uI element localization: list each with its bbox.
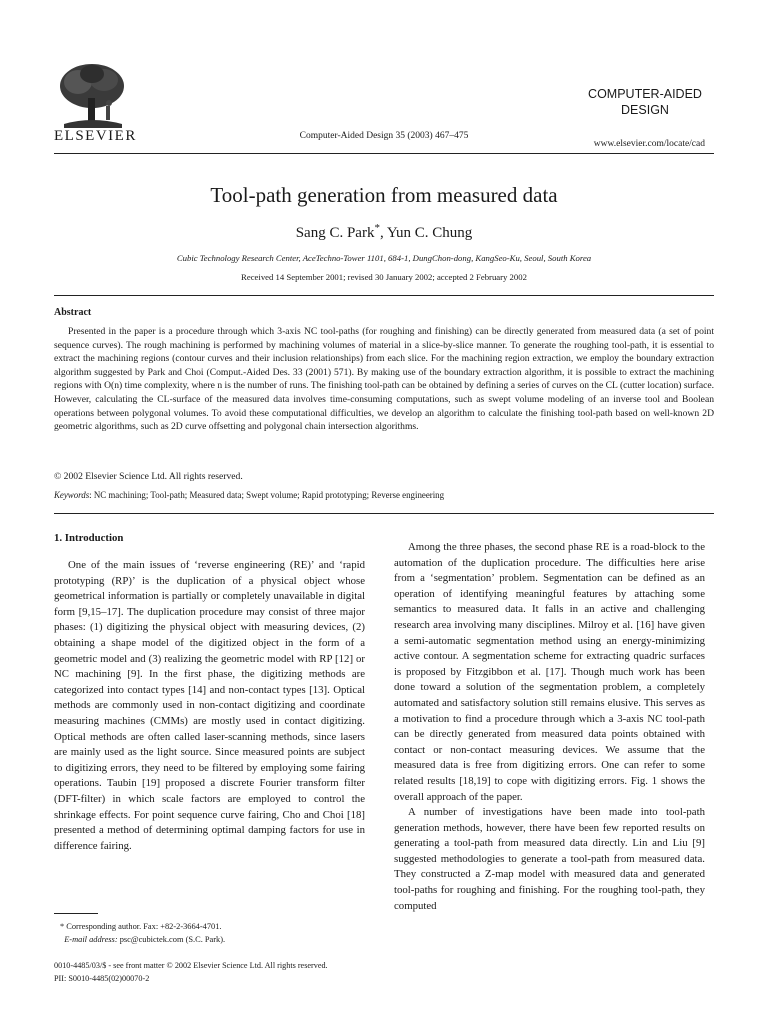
right-paragraph-2: A number of investigations have been made into tool-path generation methods, however, there have been few reported results on generating a tool-path from measured data directly. Lin and Liu [9] suggested methodologies to generate a tool-path from measured data. They constructed a Z-map model with measured data and generated tool-paths for roughing and finishing. For the roughing tool-path, they computed <box>394 806 705 912</box>
header-divider <box>54 153 714 154</box>
corresponding-mark: * <box>374 222 380 234</box>
keywords-list: : NC machining; Tool-path; Measured data; Swept volume; Rapid prototyping; Reverse engineering <box>89 490 445 500</box>
footnote-email <box>60 933 225 946</box>
footnote-divider <box>54 913 98 914</box>
journal-reference: Computer-Aided Design 35 (2003) 467–475 <box>299 131 469 141</box>
front-matter-pii: PII: S0010-4485(02)00070-2 <box>54 973 150 983</box>
abstract-copyright: © 2002 Elsevier Science Ltd. All rights reserved. <box>54 471 243 482</box>
journal-name <box>585 86 705 118</box>
journal-name-line1: COMPUTER-AIDED <box>588 87 702 101</box>
publisher-name: ELSEVIER <box>54 128 137 144</box>
abstract-paragraph: Presented in the paper is a procedure through which 3-axis NC tool-paths (for roughing and finishing) can be directly generated from measured data (a set of point sequence curves). The rough machining is performed by machining volumes of material in a slice-by-slice manner. To generate the roughing tool-path, it is essential to extract the machining regions (contour curves and their inclusion relationships) from each slice. For the machining region extraction, we employ the boundary extraction algorithm suggested by Park and Choi (Comput.-Aided Des. 33 (2001) 571). By making use of the boundary extraction algorithm, it is possible to extract the machining regions with O(n) time complexity, where n is the number of runs. The finishing tool-path can be obtained by defining a series of curves on the CL (cutter location) surface. However, calculating the CL-surface of the measured data involves time-consuming computations, such as swept volume modeling of an inverse tool and Boolean operations between polygonal volumes. To avoid these computational difficulties, we develop an algorithm to calculate the finishing tool-path based on well-known 2D geometric algorithms, such as 2D curve offsetting and polygonal chain intersection algorithms. <box>54 326 714 433</box>
affiliation: Cubic Technology Research Center, AceTechno-Tower 1101, 684-1, DungChon-dong, KangSeo-Ku, Seoul, South Korea <box>176 253 592 263</box>
keywords-divider <box>54 513 714 514</box>
author-2: , Yun C. Chung <box>379 225 473 241</box>
author-1: Sang C. Park <box>295 225 375 241</box>
section-heading: 1. Introduction <box>54 532 124 544</box>
front-matter <box>54 960 328 985</box>
abstract-body <box>54 325 714 434</box>
footnote-corresponding: * Corresponding author. Fax: +82-2-3664-4701. <box>60 922 222 931</box>
keywords <box>54 490 444 500</box>
left-column <box>54 558 365 854</box>
email-value[interactable]: psc@cubictek.com (S.C. Park). <box>117 935 226 944</box>
authors <box>0 222 768 242</box>
journal-name-line2: DESIGN <box>621 103 669 117</box>
abstract-heading: Abstract <box>54 307 92 318</box>
email-label: E-mail address: <box>64 935 118 944</box>
footnote <box>60 920 225 946</box>
keywords-label: Keywords <box>54 490 90 500</box>
front-matter-line1: 0010-4485/03/$ - see front matter © 2002 Elsevier Science Ltd. All rights reserved. <box>54 961 328 970</box>
article-title: Tool-path generation from measured data <box>210 183 558 207</box>
abstract-divider <box>54 295 714 296</box>
journal-url-link[interactable]: www.elsevier.com/locate/cad <box>593 139 705 149</box>
left-paragraph: One of the main issues of ‘reverse engineering (RE)’ and ‘rapid prototyping (RP)’ is the duplication of a physical object whose geometrical information is partially or completely unavailable in digital form [9,15–17]. The duplication procedure may consist of three major phases: (1) digitizing the physical object with measuring devices, (2) obtaining a shape model of the digitized object in the form of a geometric model and (3) realizing the geometric model with RP [12] or NC machining [9]. In the first phase, the digitizing methods are categorized into contact types [14] and non-contact types [13]. Optical methods are commonly used in non-contact digitizing and coordinate measuring machines (CMMs) are mostly used in contact digitizing. Optical methods are often called laser-scanning methods, since lasers are mainly used as the light source. Since measured points are subject to digitizing errors, they need to be filtered by employing some fairing operations. Taubin [19] proposed a discrete Fourier transform filter (DFT-filter) in which scale factors are employed to control the shrinkage effects. For point sequence curve fairing, Cho and Choi [18] presented a method of determining optimal damping factors for use in difference fairing. <box>54 559 365 852</box>
right-column <box>394 540 705 914</box>
right-paragraph-1: Among the three phases, the second phase RE is a road-block to the automation of the duplication procedure. The difficulties here arise from a ‘segmentation’ problem. Segmentation can be defined as an operation of identifying meaningful features by attaching some semantics to measured data. It falls in an active and challenging research area involving many disciplines. Milroy et al. [16] have given a semi-automatic segmentation method using an energy-minimizing active contour. A segmentation scheme for extracting quadric surfaces is proposed by Fitzgibbon et al. [17]. Though much work has been done toward a solution of the segmentation problem, a completely automated and satisfactory solution still remains elusive. This serves as a motivation to find a procedure through which a 3-axis NC tool-path can be directly generated from measured data points obtained with contact or non-contact measuring devices. We assume that the measured data is free from digitizing errors. One can refer to some related results [18,19] to cope with digitizing errors. Fig. 1 shows the overall approach of the paper. <box>394 541 705 803</box>
received-dates: Received 14 September 2001; revised 30 January 2002; accepted 2 February 2002 <box>241 272 527 282</box>
elsevier-tree-logo-icon <box>54 62 130 130</box>
